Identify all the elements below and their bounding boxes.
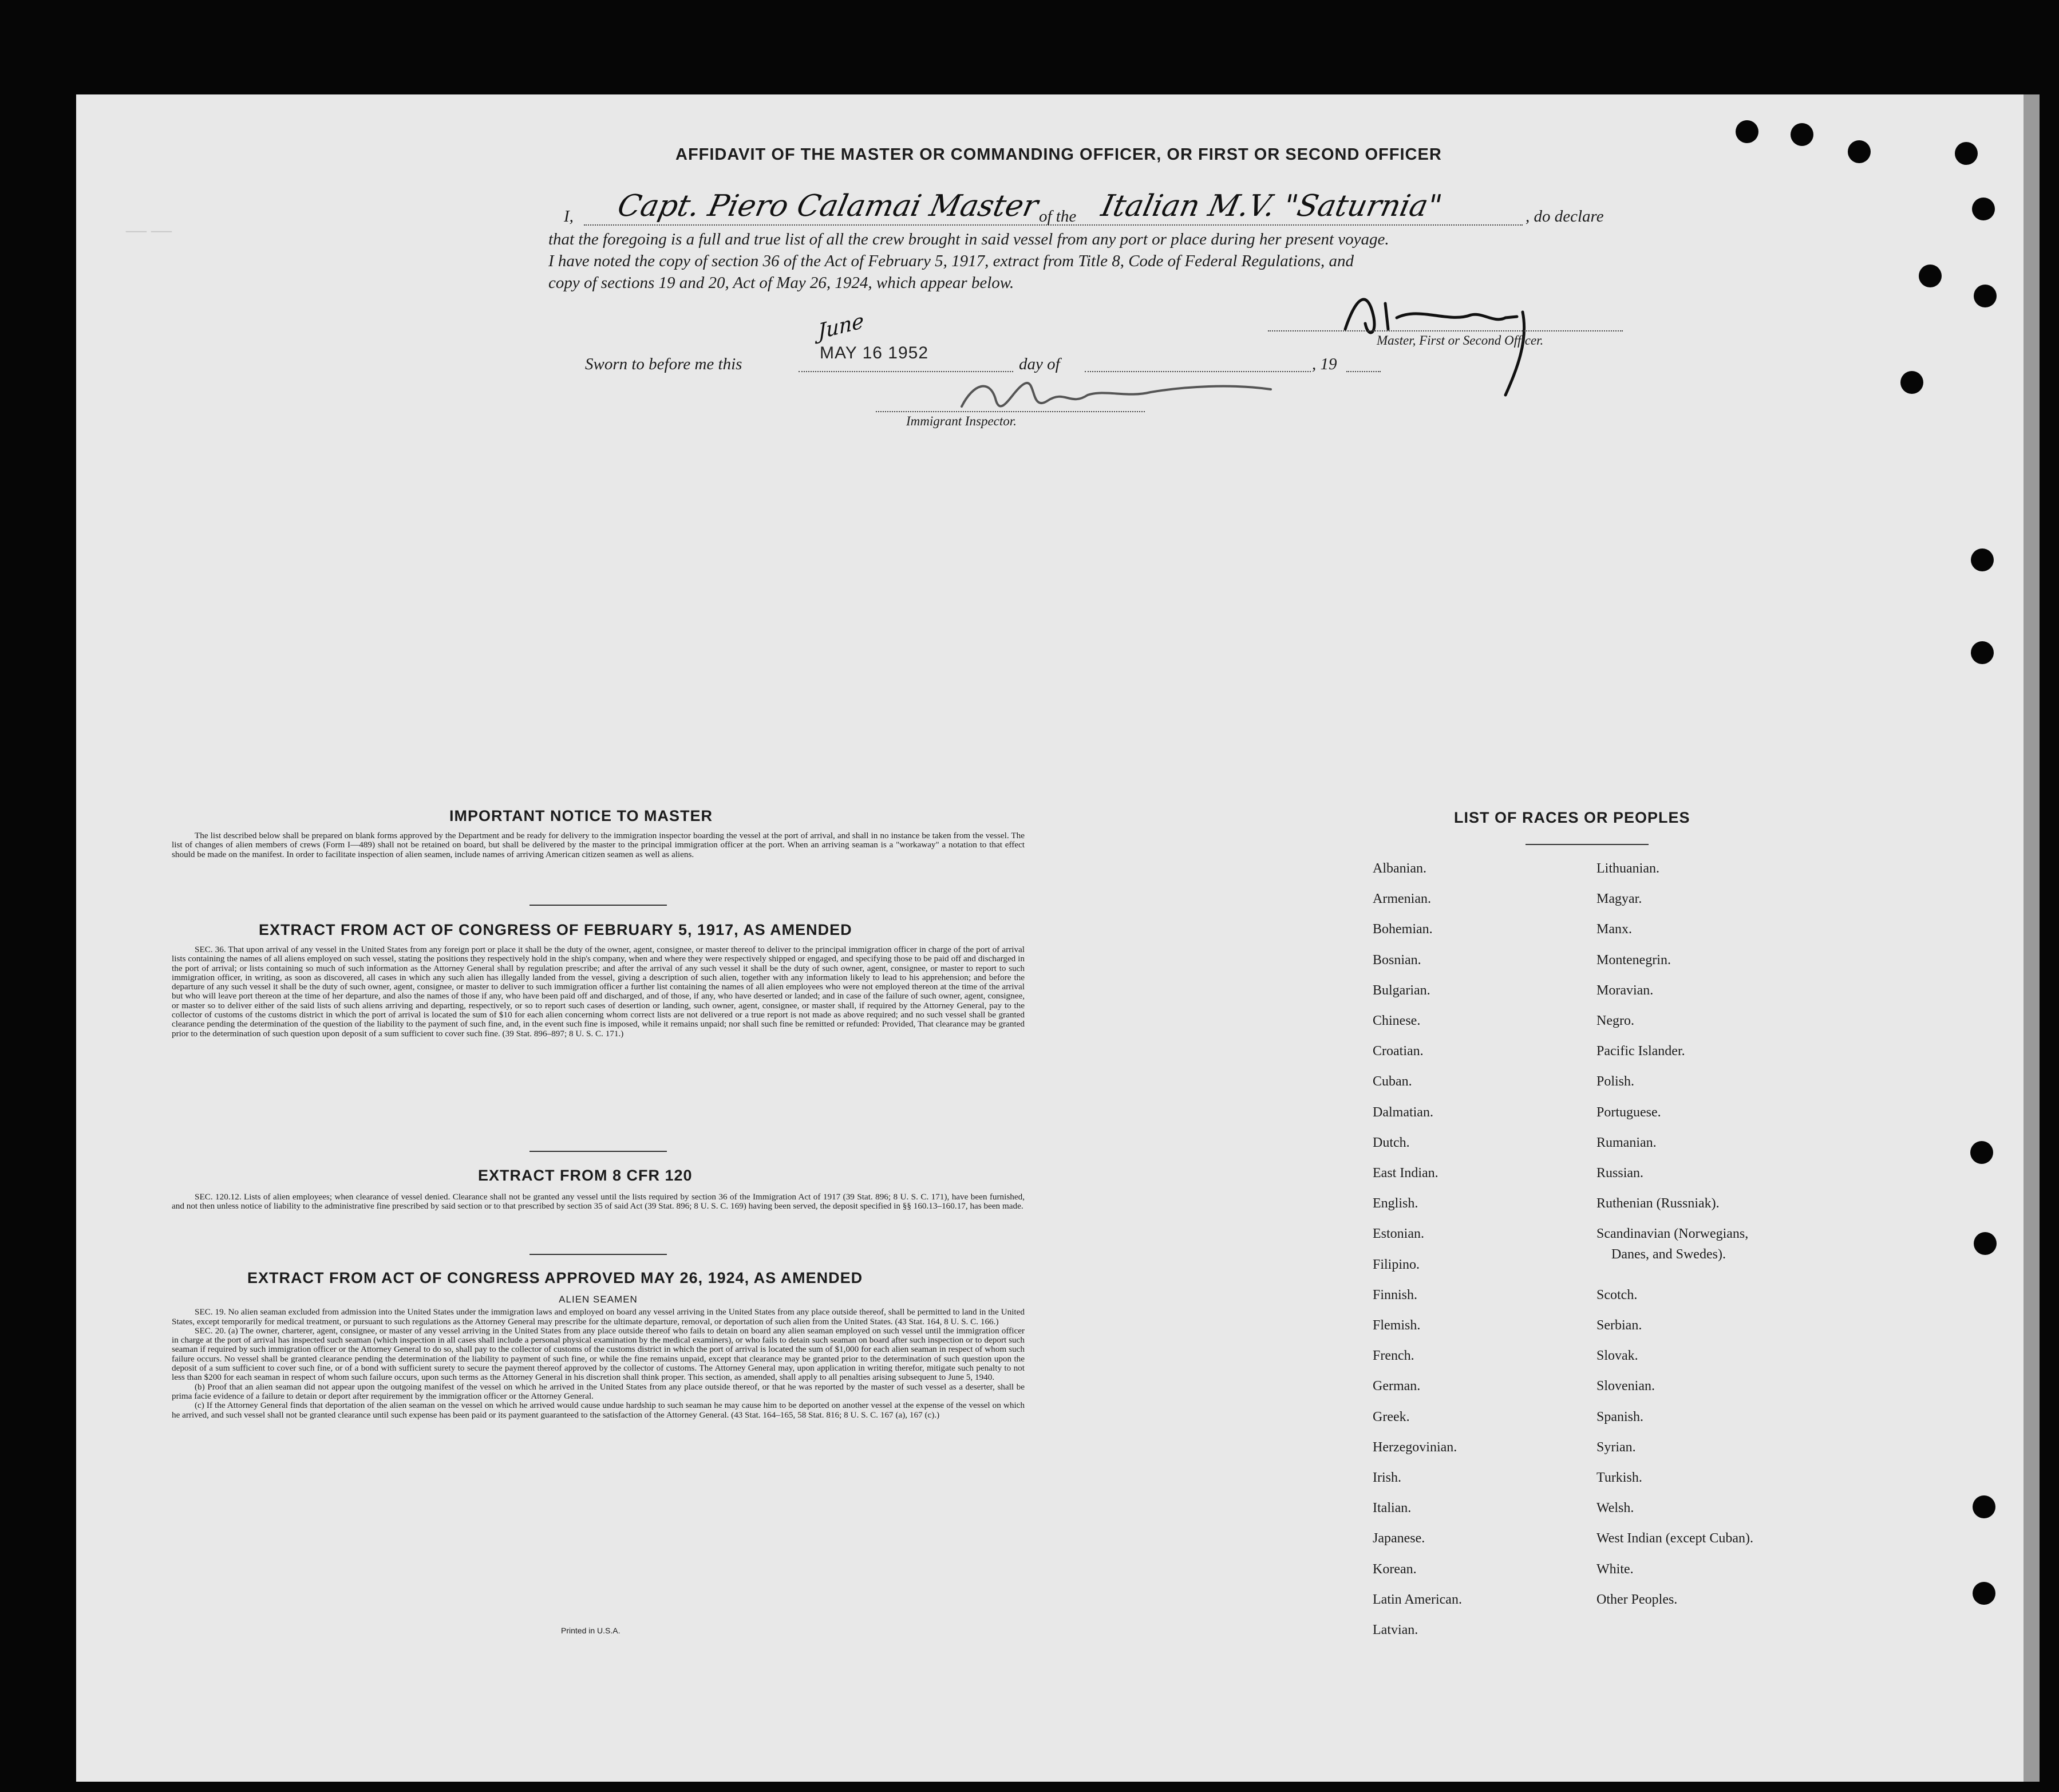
notice-paragraph: The list described below shall be prepared on blank forms approved by the Department and be ready for delivery to the immigration inspector boarding the vessel at the port of arrival, and shall in no instance be taken from the vessel. The list of changes of alien members of crews (Form I—489) shall not be retained on board, but shall be delivered by the master to the principal immigration officer at the port. When an arriving seaman is a "workaway" a notation to that effect should be made on the manifest. In order to facilitate inspection of alien seamen, include names of arriving American citizen seamen as well as aliens.: [172, 831, 1025, 859]
races-title-rule: [1526, 844, 1649, 845]
sworn-label: Sworn to before me this: [585, 355, 742, 373]
race-item: Scandinavian (Norwegians,: [1596, 1226, 1749, 1242]
race-item: Portuguese.: [1596, 1104, 1661, 1120]
master-signature-line: [1268, 330, 1623, 331]
punch-hole: [1919, 265, 1942, 287]
extract-1924-text: [172, 1293, 1025, 1420]
race-item: Slovak.: [1596, 1348, 1638, 1364]
race-item: German.: [1373, 1379, 1421, 1394]
race-item: Estonian.: [1373, 1226, 1424, 1242]
punch-hole: [1973, 1582, 1995, 1605]
punch-hole: [1955, 142, 1978, 165]
punch-hole: [1848, 140, 1871, 163]
race-item: Lithuanian.: [1596, 861, 1659, 876]
punch-hole: [1974, 285, 1997, 307]
race-item: Other Peoples.: [1596, 1592, 1678, 1607]
race-item: Latin American.: [1373, 1592, 1462, 1607]
race-item: Filipino.: [1373, 1257, 1420, 1272]
races-list-title: LIST OF RACES OR PEOPLES: [1454, 809, 1690, 826]
race-item: Pacific Islander.: [1596, 1044, 1685, 1059]
page-edge: [2024, 94, 2040, 1782]
vessel-name-handwriting: Italian M.V. "Saturnia": [1098, 189, 1445, 223]
race-item: Turkish.: [1596, 1470, 1642, 1485]
extract-1924-title: EXTRACT FROM ACT OF CONGRESS APPROVED MAY 26, 1924, AS AMENDED: [247, 1269, 863, 1286]
affidavit-title: AFFIDAVIT OF THE MASTER OR COMMANDING OFFICER, OR FIRST OR SECOND OFFICER: [675, 145, 1442, 164]
race-item: French.: [1373, 1348, 1414, 1364]
section-120-12-paragraph: SEC. 120.12. Lists of alien employees; when clearance of vessel denied. Clearance shall not be granted any vessel until the lists required by section 36 of the Immigration Act of 1917 (39 Stat. 896; 8 U. S. C. 171), have been furnished, and not then unless notice of liability to the administrative fine prescribed by said section or to that prescribed by section 35 of said Act (39 Stat. 896; 8 U. S. C. 169) having been served, the deposit specified in §§ 160.13–160.17, has been made.: [172, 1192, 1025, 1211]
race-item: White.: [1596, 1561, 1634, 1577]
race-item: Manx.: [1596, 922, 1632, 937]
race-item: Chinese.: [1373, 1013, 1421, 1028]
section-divider: [529, 1151, 667, 1152]
race-item: Spanish.: [1596, 1409, 1644, 1424]
race-item: Ruthenian (Russniak).: [1596, 1196, 1720, 1211]
race-item: Welsh.: [1596, 1501, 1634, 1516]
race-item: West Indian (except Cuban).: [1596, 1531, 1753, 1546]
race-item: Croatian.: [1373, 1044, 1424, 1059]
race-item: Montenegrin.: [1596, 952, 1671, 968]
printed-in-usa: Printed in U.S.A.: [561, 1626, 621, 1635]
race-item: Finnish.: [1373, 1287, 1418, 1302]
race-item: Serbian.: [1596, 1318, 1642, 1333]
day-of-label: day of: [1019, 355, 1060, 373]
race-item: Polish.: [1596, 1074, 1635, 1090]
officer-name-handwriting: Capt. Piero Calamai Master: [614, 189, 1041, 223]
race-item: Dalmatian.: [1373, 1104, 1433, 1120]
punch-hole: [1973, 1495, 1995, 1518]
punch-hole: [1974, 1232, 1997, 1255]
section-19-paragraph: SEC. 19. No alien seaman excluded from admission into the United States under the immigration laws and employed on board any vessel arriving in the United States from any place outside thereof, shall be permitted to land in the United States, except temporarily for medical treatment, or pursuant to such regulations as the Attorney General may prescribe for the ultimate departure, removal, or deportation of such alien from the United States. (43 Stat. 164, 8 U. S. C. 166.): [172, 1307, 1025, 1327]
affidavit-prefix: I,: [564, 207, 574, 226]
punch-hole: [1970, 1141, 1993, 1164]
punch-hole: [1736, 120, 1758, 143]
race-item: Dutch.: [1373, 1135, 1410, 1150]
race-item: Scotch.: [1596, 1287, 1638, 1302]
affidavit-line-2: that the foregoing is a full and true list of all the crew brought in said vessel from any port or place during her present voyage.: [548, 230, 1389, 248]
race-item: Irish.: [1373, 1470, 1401, 1485]
inspector-caption: Immigrant Inspector.: [906, 414, 1017, 428]
extract-1917-title: EXTRACT FROM ACT OF CONGRESS OF FEBRUARY 5, 1917, AS AMENDED: [259, 921, 852, 938]
sworn-date-stamp: MAY 16 1952: [820, 344, 929, 362]
notice-title: IMPORTANT NOTICE TO MASTER: [449, 807, 713, 824]
affidavit-line-3: I have noted the copy of section 36 of the Act of February 5, 1917, extract from Title 8, Code of Federal Regulations, and: [548, 252, 1354, 270]
sworn-handwritten-month: June: [817, 309, 864, 345]
punch-hole: [1900, 371, 1923, 394]
year-label: , 19: [1312, 355, 1337, 373]
race-scandinavian-continued: Danes, and Swedes).: [1611, 1247, 1726, 1262]
race-item: Cuban.: [1373, 1074, 1412, 1090]
race-item: Latvian.: [1373, 1623, 1418, 1637]
race-item: Bulgarian.: [1373, 982, 1430, 998]
extract-1917-text: [172, 945, 1025, 1039]
race-item: Magyar.: [1596, 891, 1642, 907]
race-item: East Indian.: [1373, 1166, 1438, 1181]
punch-hole: [1972, 198, 1995, 220]
section-20a-paragraph: SEC. 20. (a) The owner, charterer, agent, consignee, or master of any vessel arriving in the United States from any place outside thereof who fails to detain on board any alien seaman employed on such vessel until the immigration officer in charge at the port of arrival has inspected such seaman (which inspection in all cases shall include a personal physical examination by the medical examiners), or who fails to detain such seaman on board after such inspection or to deport such seaman if required by such immigration officer or the Attorney General to do so, shall pay to the collector of customs of the customs district in which the port of arrival is located the sum of $1,000 for each alien seaman in respect of whom such failure occurs. No vessel shall be granted clearance pending the determination of the liability to payment of such fine, or while the fine remains unpaid, except that clearance may be granted prior to the determination of such question upon the deposit of a sum sufficient to cover such fine, or of a bond with sufficient surety to secure the payment thereof approved by the collector of customs. The Attorney General may, upon application in writing therefor, mitigate such penalty to not less than $200 for each seaman in respect of whom such failure occurs, upon such terms as the Attorney General in his discretion shall think proper. This section, as amended, shall apply to all penalties arising subsequent to June 5, 1940.: [172, 1325, 1025, 1383]
affidavit-line-4: copy of sections 19 and 20, Act of May 26, 1924, which appear below.: [548, 274, 1014, 292]
race-item: Italian.: [1373, 1501, 1412, 1516]
declare-label: , do declare: [1526, 207, 1604, 226]
section-20c-paragraph: (c) If the Attorney General finds that deportation of the alien seaman on the vessel on which he arrived would cause undue hardship to such seaman he may cause him to be deported on another vessel at the expense of the vessel on which he arrived, and such vessel shall not be granted clearance until such expense has been paid or its payment guaranteed to the satisfaction of the Attorney General. (43 Stat. 164–165, 58 Stat. 816; 8 U. S. C. 167 (a), 167 (c).): [172, 1400, 1025, 1420]
race-item: Bohemian.: [1373, 922, 1433, 937]
race-item: Herzegovinian.: [1373, 1439, 1457, 1455]
inspector-signature-line: [876, 411, 1145, 412]
race-item: Greek.: [1373, 1409, 1410, 1424]
race-item: Flemish.: [1373, 1318, 1421, 1333]
notice-text: [172, 831, 1025, 859]
race-item: Negro.: [1596, 1013, 1634, 1028]
race-item: Albanian.: [1373, 861, 1426, 876]
race-item: Armenian.: [1373, 891, 1431, 907]
punch-hole: [1971, 548, 1994, 571]
alien-seamen-subtitle: ALIEN SEAMEN: [559, 1294, 638, 1305]
section-20b-paragraph: (b) Proof that an alien seaman did not appear upon the outgoing manifest of the vessel on which he arrived in the United States from any place outside thereof, or that he was reported by the master of such vessel as a deserter, shall be prima facie evidence of a failure to detain or deport after requirement by the immigration officer or the Attorney General.: [172, 1382, 1025, 1401]
punch-hole: [1971, 641, 1994, 664]
section-divider: [529, 905, 667, 906]
race-item: Rumanian.: [1596, 1135, 1657, 1150]
race-item: Russian.: [1596, 1166, 1644, 1181]
faint-stamp-mark: ——: [126, 218, 176, 241]
sworn-year-line: [1346, 371, 1381, 372]
race-item: Japanese.: [1373, 1531, 1425, 1546]
section-36-paragraph: SEC. 36. That upon arrival of any vessel in the United States from any foreign port or place it shall be the duty of the owner, agent, consignee, or master thereof to deliver to the principal immigration officer in charge of the port of arrival lists containing the names of all aliens employed on such vessel, stating the positions they respectively hold in the ship's company, when and where they were respectively shipped or engaged, and specifying those to be paid off and discharged in the port of arrival; or lists containing so much of such information as the Attorney General shall by regulation prescribe; and after the arrival of any such vessel it shall be the duty of such owner, agent, consignee, or master to report to such immigration officer, in writing, as soon as discovered, all cases in which any such alien has illegally landed from the vessel, giving a description of such alien, together with any information likely to lead to his apprehension; and before the departure of any such vessel it shall be the duty of such owner, agent, consignee, or master to deliver to such immigration officer a further list containing the names of all alien employees who were not employed thereon at the time of the arrival but who will leave port thereon at the time of her departure, and also the names of those if any, who have been paid off and discharged, and of those, if any, who have deserted or landed; and in case of the failure of such owner, agent, consignee, or master so to deliver either of the said lists of such aliens arriving and departing, respectively, or so to report such cases of desertion or landing, such owner, agent, consignee, or master shall, if required by the Attorney General, pay to the collector of customs of the customs district in which the port of arrival is located the sum of $10 for each alien concerning whom correct lists are not delivered or a true report is not made as above required; and no such vessel shall be granted clearance pending the determination of the question of the liability to the payment of such fine, and, in the event such fine is imposed, while it remains unpaid; nor shall such fine be remitted or refunded: Provided, That clearance may be granted prior to the determination of such question upon deposit of a sum sufficient to cover such fine. (39 Stat. 896–897; 8 U. S. C. 171.): [172, 945, 1025, 1039]
race-item: Bosnian.: [1373, 952, 1421, 968]
race-item: Moravian.: [1596, 982, 1654, 998]
master-signature-caption: Master, First or Second Officer.: [1377, 333, 1544, 348]
race-item: Korean.: [1373, 1561, 1417, 1577]
punch-hole: [1791, 123, 1813, 146]
extract-cfr-title: EXTRACT FROM 8 CFR 120: [478, 1167, 693, 1184]
extract-cfr-text: [172, 1193, 1025, 1211]
race-item: Syrian.: [1596, 1439, 1636, 1455]
section-divider: [529, 1254, 667, 1255]
of-the-label: of the: [1039, 207, 1077, 226]
race-item: Slovenian.: [1596, 1379, 1655, 1394]
race-item: English.: [1373, 1196, 1418, 1211]
